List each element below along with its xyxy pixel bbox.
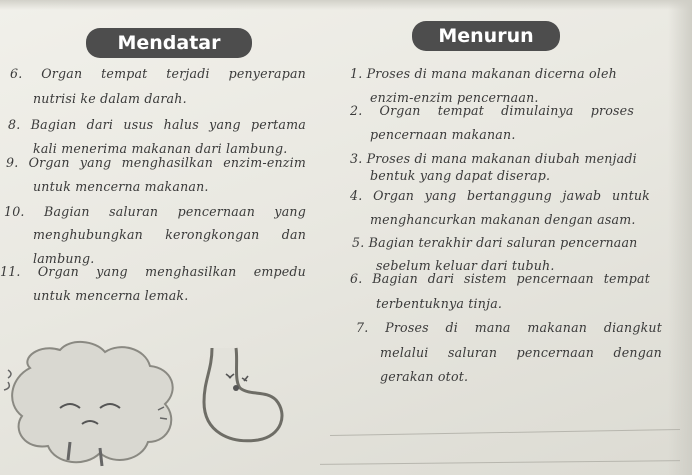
page-fold-shadow <box>668 0 692 475</box>
liver-cartoon-icon <box>0 338 190 475</box>
mendatar-clue-9-line2: untuk mencerna makanan. <box>33 179 209 194</box>
divider-line-bottom <box>320 460 680 465</box>
mendatar-clue-11-line2: untuk mencerna lemak. <box>33 288 189 303</box>
menurun-clue-4-line2: menghancurkan makanan dengan asam. <box>370 212 636 227</box>
mendatar-clue-8-line1: 8. Bagian dari usus halus yang pertama <box>8 117 306 132</box>
menurun-clue-3-line2: bentuk yang dapat diserap. <box>370 168 551 183</box>
menurun-clue-2-line1: 2. Organ tempat dimulainya proses <box>350 103 634 118</box>
menurun-clue-7-line1: 7. Proses di mana makanan diangkut <box>356 320 662 335</box>
mendatar-clue-6-line2: nutrisi ke dalam darah. <box>33 91 187 106</box>
stomach-cartoon-icon <box>190 340 300 450</box>
divider-line <box>330 429 680 436</box>
menurun-clue-2-line2: pencernaan makanan. <box>370 127 516 142</box>
header-mendatar: Mendatar <box>86 28 252 58</box>
mendatar-clue-8-line2: kali menerima makanan dari lambung. <box>33 141 288 156</box>
menurun-clue-6-line2: terbentuknya tinja. <box>376 296 503 311</box>
menurun-clue-5-line1: 5. Bagian terakhir dari saluran pencernaan <box>352 235 638 250</box>
header-menurun: Menurun <box>412 21 560 51</box>
menurun-clue-6-line1: 6. Bagian dari sistem pencernaan tempat <box>350 271 650 286</box>
menurun-clue-7-line3: gerakan otot. <box>380 369 469 384</box>
menurun-clue-3-line1: 3. Proses di mana makanan diubah menjadi <box>350 151 637 166</box>
menurun-clue-1-line2: enzim-enzim pencernaan. <box>370 90 539 105</box>
menurun-clue-4-line1: 4. Organ yang bertanggung jawab untuk <box>350 188 650 203</box>
mendatar-clue-6-line1: 6. Organ tempat terjadi penyerapan <box>10 66 306 81</box>
mendatar-clue-9-line1: 9. Organ yang menghasilkan enzim-enzim <box>6 155 306 170</box>
mendatar-clue-10-line1: 10. Bagian saluran pencernaan yang <box>4 204 306 219</box>
menurun-clue-5-line2: sebelum keluar dari tubuh. <box>376 258 555 273</box>
menurun-clue-7-line2: melalui saluran pencernaan dengan <box>380 345 662 360</box>
mendatar-clue-11-line1: 11. Organ yang menghasilkan empedu <box>0 264 306 279</box>
menurun-clue-1-line1: 1. Proses di mana makanan dicerna oleh <box>350 66 617 81</box>
mendatar-clue-10-line3: lambung. <box>33 251 95 266</box>
page-top-shadow <box>0 0 692 10</box>
mendatar-clue-10-line2: menghubungkan kerongkongan dan <box>33 227 306 242</box>
